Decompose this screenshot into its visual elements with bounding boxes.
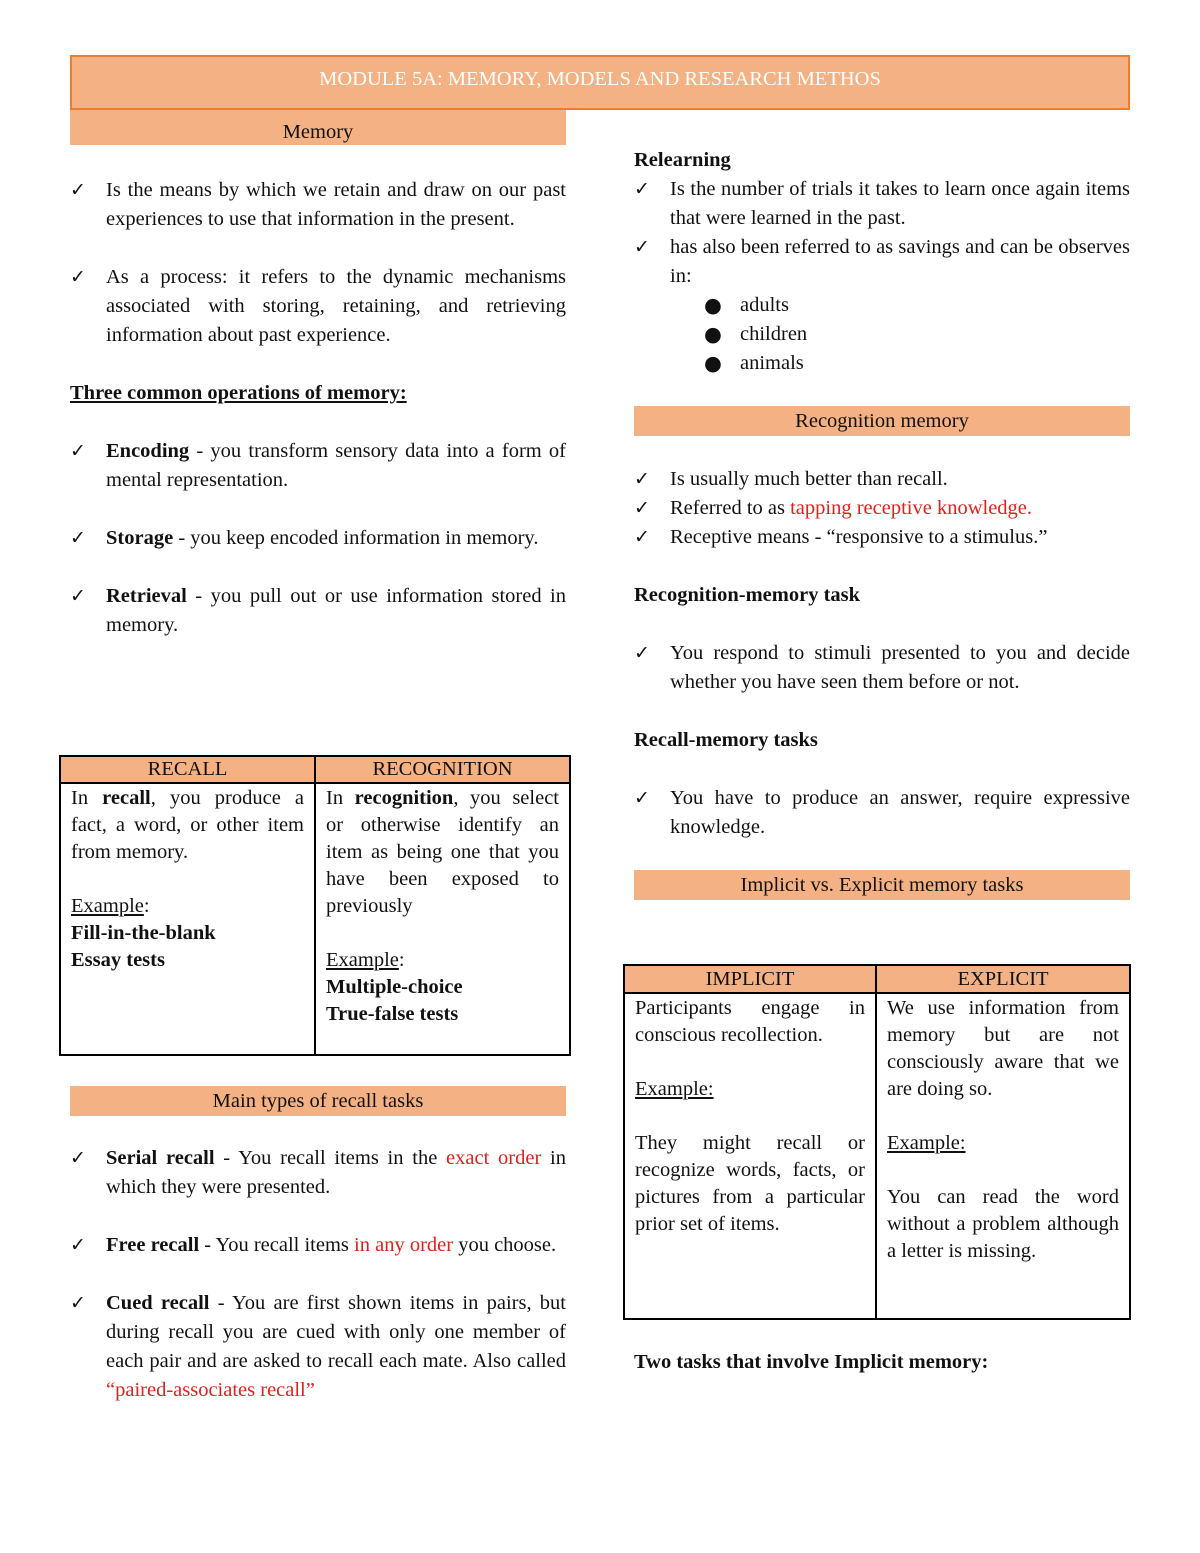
operation-retrieval: ✓ Retrieval - you pull out or use information stored in memory. [70, 582, 566, 640]
relearning-point: ✓ has also been referred to as savings and can be observes in: [634, 233, 1130, 291]
check-icon: ✓ [70, 527, 86, 549]
recall-header: RECALL [60, 756, 315, 783]
page-title: MODULE 5A: MEMORY, MODELS AND RESEARCH METHOS [70, 55, 1130, 110]
check-icon: ✓ [70, 1234, 86, 1256]
memory-heading: Memory [70, 110, 566, 145]
check-icon: ✓ [70, 1292, 86, 1314]
check-icon: ✓ [70, 1147, 86, 1169]
relearning-heading: Relearning [634, 149, 731, 171]
bullet-icon: ● [704, 351, 722, 375]
cued-recall: ✓ Cued recall - You are first shown items in pairs, but during recall you are cued with only one member of each pair and are asked to recall each mate. Also called “paired-associates recall” [70, 1289, 566, 1405]
right-column [634, 146, 1130, 900]
operation-encoding: ✓ Encoding - you transform sensory data into a form of mental representation. [70, 437, 566, 495]
memory-point: ✓ As a process: it refers to the dynamic mechanisms associated with storing, retaining, and retrieving information about past experience. [70, 263, 566, 350]
implicit-explicit-heading: Implicit vs. Explicit memory tasks [634, 870, 1130, 900]
recognition-point: ✓ Referred to as tapping receptive knowledge. [634, 494, 1130, 523]
check-icon: ✓ [634, 642, 650, 664]
check-icon: ✓ [634, 236, 650, 258]
check-icon: ✓ [70, 266, 86, 288]
left-column [70, 110, 566, 640]
explicit-header: EXPLICIT [876, 965, 1130, 993]
bullet-icon: ● [704, 322, 722, 346]
recall-task-point: ✓ You have to produce an answer, require expressive knowledge. [634, 784, 1130, 842]
check-icon: ✓ [634, 468, 650, 490]
check-icon: ✓ [70, 440, 86, 462]
check-icon: ✓ [634, 497, 650, 519]
free-recall: ✓ Free recall - You recall items in any order you choose. [70, 1231, 566, 1260]
bullet-icon: ● [704, 293, 722, 317]
recognition-memory-heading: Recognition memory [634, 406, 1130, 436]
recognition-point: ✓ Is usually much better than recall. [634, 465, 1130, 494]
serial-recall: ✓ Serial recall - You recall items in the exact order in which they were presented. [70, 1144, 566, 1202]
operations-heading: Three common operations of memory: [70, 382, 407, 404]
implicit-tasks-heading: Two tasks that involve Implicit memory: [634, 1351, 989, 1373]
check-icon: ✓ [70, 585, 86, 607]
recall-recognition-table [59, 755, 571, 1056]
recall-task-heading: Recall-memory tasks [634, 729, 818, 751]
list-item: ● children [704, 320, 1130, 349]
check-icon: ✓ [634, 178, 650, 200]
recall-types-section [70, 1086, 566, 1405]
observed-in-list [634, 291, 1130, 378]
recognition-task-point: ✓ You respond to stimuli presented to you and decide whether you have seen them before or not. [634, 639, 1130, 697]
recognition-cell: In recognition, you select or otherwise identify an item as being one that you have been exposed to previously Example: Multiple-choice True-false tests [315, 783, 570, 1055]
check-icon: ✓ [634, 526, 650, 548]
check-icon: ✓ [634, 787, 650, 809]
relearning-point: ✓ Is the number of trials it takes to learn once again items that were learned in the past. [634, 175, 1130, 233]
recall-types-heading: Main types of recall tasks [70, 1086, 566, 1116]
implicit-header: IMPLICIT [624, 965, 876, 993]
list-item: ● adults [704, 291, 1130, 320]
check-icon: ✓ [70, 179, 86, 201]
recall-cell: In recall, you produce a fact, a word, or other item from memory. Example: Fill-in-the-blank Essay tests [60, 783, 315, 1055]
operation-storage: ✓ Storage - you keep encoded information in memory. [70, 524, 566, 553]
list-item: ● animals [704, 349, 1130, 378]
implicit-explicit-table [623, 964, 1131, 1320]
implicit-cell: Participants engage in conscious recollection. Example: They might recall or recognize words, facts, or pictures from a particular prior set of items. [624, 993, 876, 1319]
recognition-header: RECOGNITION [315, 756, 570, 783]
memory-point: ✓ Is the means by which we retain and draw on our past experiences to use that information in the present. [70, 176, 566, 234]
explicit-cell: We use information from memory but are not consciously aware that we are doing so. Example: You can read the word without a problem although a letter is missing. [876, 993, 1130, 1319]
recognition-task-heading: Recognition-memory task [634, 584, 861, 606]
recognition-point: ✓ Receptive means - “responsive to a stimulus.” [634, 523, 1130, 552]
